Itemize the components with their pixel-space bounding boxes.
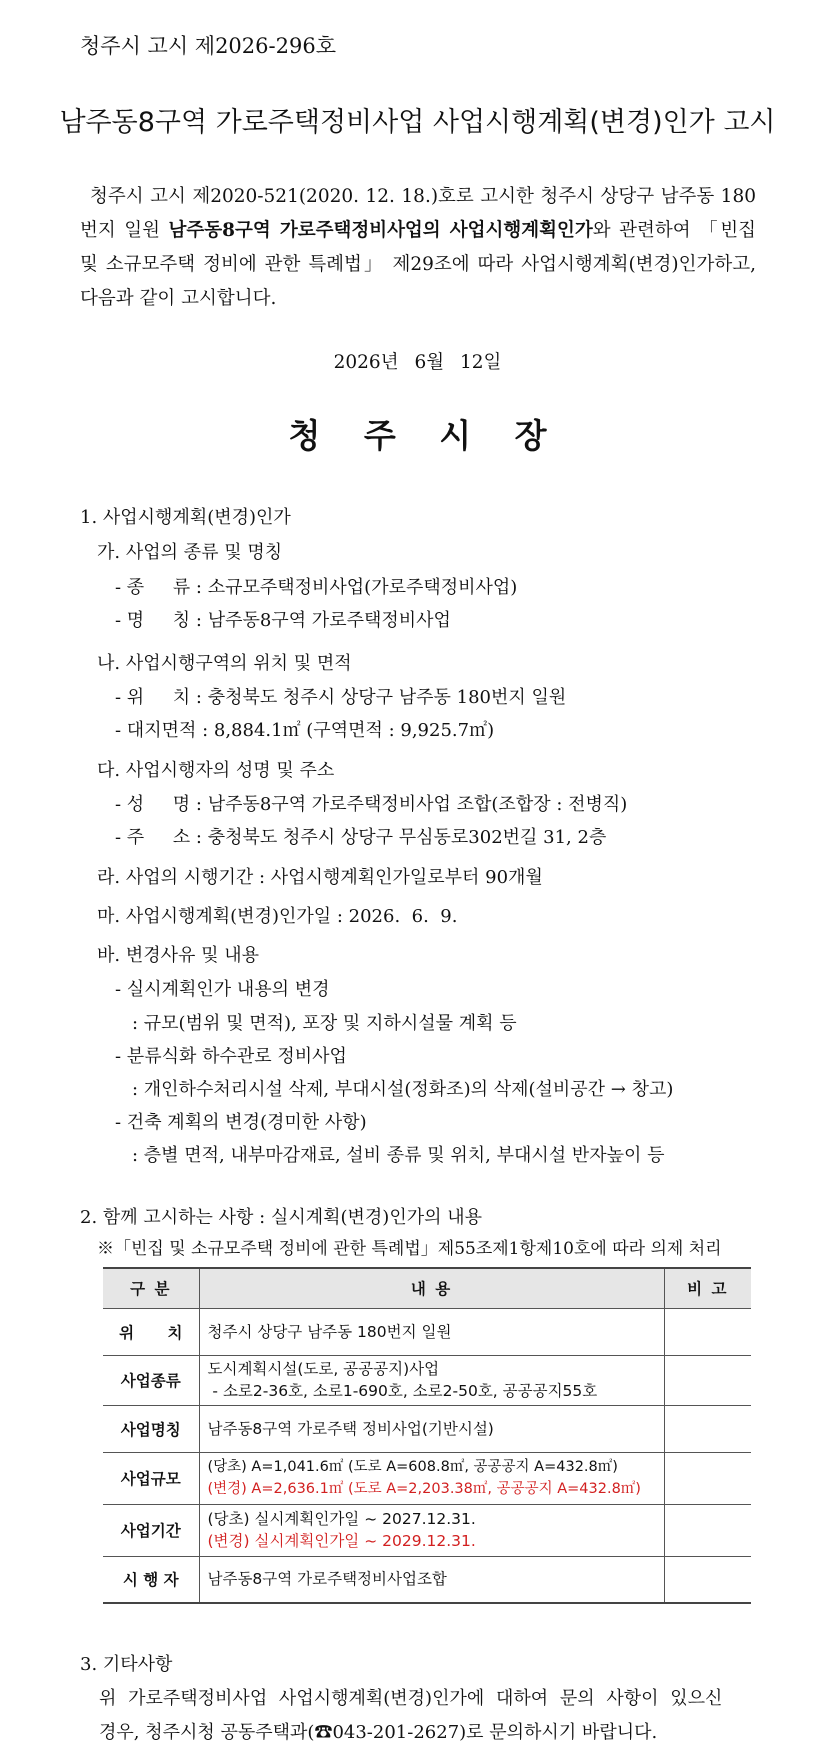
intro-bold-text: 남주동8구역 가로주택정비사업의 사업시행계획인가: [168, 220, 593, 241]
table-row: [103, 1556, 751, 1603]
section2-note: ※「빈집 및 소규모주택 정비에 관한 특례법」제55조제1항제10호에 따라 의제 처리: [97, 1239, 722, 1259]
content-line: - 소로2-36호, 소로1-690호, 소로2-50호, 공공공지55호: [207, 1382, 598, 1400]
row-remarks: [664, 1556, 751, 1603]
row-content-operator: [199, 1556, 664, 1603]
content-line-original: (당초) A=1,041.6㎡ (도로 A=608.8㎡, 공공공지 A=432.8㎡): [207, 1459, 618, 1475]
row-label-name: 사업명칭: [103, 1405, 199, 1452]
row-label-scale: 사업규모: [103, 1452, 199, 1504]
item-ga-type: - 종 류 : 소규모주택정비사업(가로주택정비사업): [115, 577, 518, 598]
row-content-location: [199, 1308, 664, 1355]
item-ra: 라. 사업의 시행기간 : 사업시행계획인가일로부터 90개월: [97, 867, 543, 888]
item-na-location: - 위 치 : 충청북도 청주시 상당구 남주동 180번지 일원: [115, 687, 567, 708]
notice-number: 청주시 고시 제2026-296호: [80, 34, 336, 58]
item-ba-change-3-detail: : 층별 면적, 내부마감재료, 설비 종류 및 위치, 부대시설 반자높이 등: [132, 1145, 665, 1166]
content-line-original: (당초) 실시계획인가일 ~ 2027.12.31.: [207, 1510, 476, 1528]
section1-heading: 1. 사업시행계획(변경)인가: [80, 507, 291, 528]
item-da-name: - 성 명 : 남주동8구역 가로주택정비사업 조합(조합장 : 전병직): [115, 794, 628, 815]
issuer-signature: 청 주 시 장: [288, 416, 563, 455]
notice-date: 2026년 6월 12일: [333, 352, 502, 373]
content-line: 남주동8구역 가로주택정비사업조합: [207, 1570, 447, 1589]
content-line: 남주동8구역 가로주택 정비사업(기반시설): [207, 1419, 494, 1438]
intro-paragraph: [80, 180, 756, 316]
item-na: 나. 사업시행구역의 위치 및 면적: [97, 653, 352, 674]
content-line-changed: (변경) A=2,636.1㎡ (도로 A=2,203.38㎡, 공공공지 A=432.8㎡): [207, 1481, 641, 1497]
section3-text-line2: 경우, 청주시청 공동주택과(☎043-201-2627)로 문의하시기 바랍니다.: [99, 1722, 658, 1743]
row-content-type: [199, 1355, 664, 1405]
row-remarks: [664, 1308, 751, 1355]
section3-text-line1: 위 가로주택정비사업 사업시행계획(변경)인가에 대하여 문의 사항이 있으신: [99, 1688, 723, 1709]
item-ma: 마. 사업시행계획(변경)인가일 : 2026. 6. 9.: [97, 906, 458, 927]
table-header-row: [103, 1268, 751, 1308]
item-ga-name: - 명 칭 : 남주동8구역 가로주택정비사업: [115, 610, 451, 631]
item-ba-change-1-detail: : 규모(범위 및 면적), 포장 및 지하시설물 계획 등: [132, 1013, 517, 1034]
row-remarks: [664, 1504, 751, 1556]
content-line: 도시계획시설(도로, 공공공지)사업: [207, 1360, 440, 1378]
row-remarks: [664, 1355, 751, 1405]
content-line: 청주시 상당구 남주동 180번지 일원: [207, 1322, 452, 1341]
row-remarks: [664, 1452, 751, 1504]
row-content-period: [199, 1504, 664, 1556]
row-label-operator: 시 행 자: [103, 1556, 199, 1603]
section2-heading: 2. 함께 고시하는 사항 : 실시계획(변경)인가의 내용: [80, 1207, 482, 1228]
table-row: [103, 1452, 751, 1504]
document-title: 남주동8구역 가로주택정비사업 사업시행계획(변경)인가 고시: [59, 107, 776, 138]
row-label-type: 사업종류: [103, 1355, 199, 1405]
row-content-name: [199, 1405, 664, 1452]
item-ga: 가. 사업의 종류 및 명칭: [97, 542, 283, 563]
item-ba: 바. 변경사유 및 내용: [97, 945, 259, 966]
item-ba-change-2-detail: : 개인하수처리시설 삭제, 부대시설(정화조)의 삭제(설비공간 → 창고): [132, 1079, 674, 1100]
row-label-period: 사업기간: [103, 1504, 199, 1556]
intro-text-1: 청주시 고시 제2020-521(2020. 12. 18.)호로 고시한 청주시 상당구 남주동 180번지 일원: [80, 186, 756, 241]
table-row: [103, 1405, 751, 1452]
item-ba-change-3: - 건축 계획의 변경(경미한 사항): [115, 1112, 367, 1133]
item-ba-change-2: - 분류식화 하수관로 정비사업: [115, 1046, 347, 1067]
header-content: 내 용: [199, 1268, 664, 1308]
section3-heading: 3. 기타사항: [80, 1654, 173, 1675]
item-da-address: - 주 소 : 충청북도 청주시 상당구 무심동로302번길 31, 2층: [115, 827, 607, 848]
row-remarks: [664, 1405, 751, 1452]
table-row: [103, 1504, 751, 1556]
header-remarks: 비 고: [664, 1268, 751, 1308]
item-na-area: - 대지면적 : 8,884.1㎡ (구역면적 : 9,925.7㎡): [115, 720, 495, 741]
header-category: 구 분: [103, 1268, 199, 1308]
table-row: [103, 1355, 751, 1405]
row-label-location: 위 치: [103, 1308, 199, 1355]
content-line-changed: (변경) 실시계획인가일 ~ 2029.12.31.: [207, 1532, 476, 1550]
item-da: 다. 사업시행자의 성명 및 주소: [97, 760, 335, 781]
table-row: [103, 1308, 751, 1355]
intro-text-2: 와 관련하여 「빈집 및 소규모주택 정비에 관한 특례법」 제29조에 따라 사업시행계획(변경)인가하고, 다음과 같이 고시합니다.: [80, 220, 757, 309]
item-ba-change-1: - 실시계획인가 내용의 변경: [115, 979, 330, 1000]
row-content-scale: [199, 1452, 664, 1504]
implementation-plan-table: [103, 1267, 751, 1604]
